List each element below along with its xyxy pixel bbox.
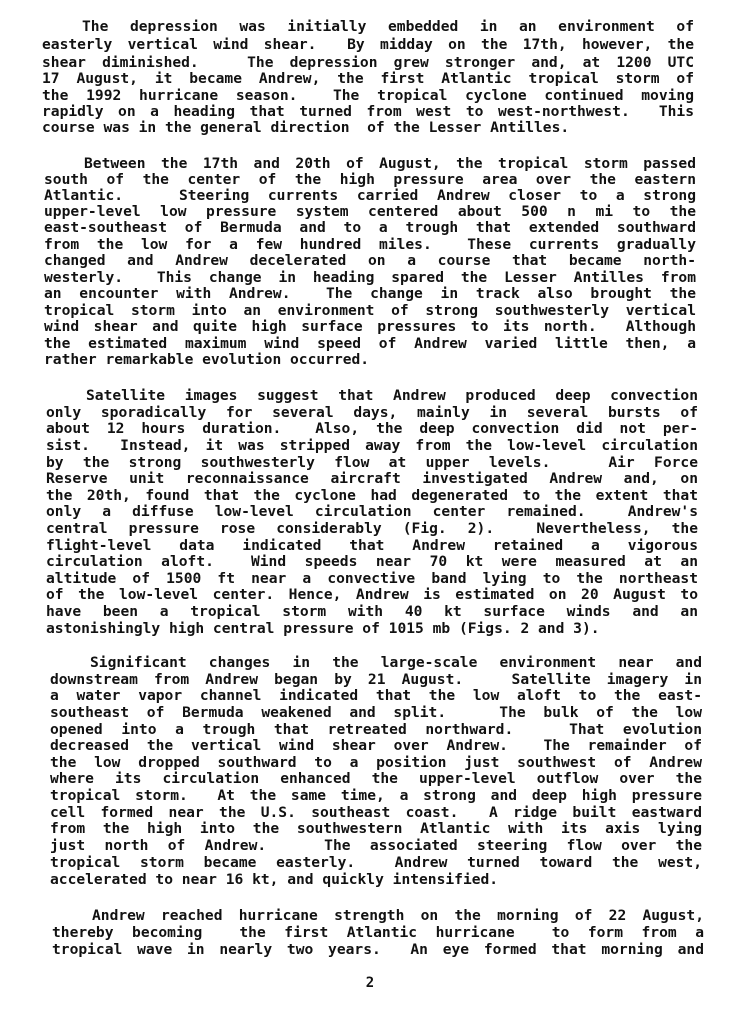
text-line: opened into a trough that retreated northward. That evolution	[50, 721, 702, 738]
text-line: just north of Andrew. The associated steering flow over the	[50, 837, 702, 854]
text-line: a water vapor channel indicated that the low aloft to the east-	[50, 687, 702, 704]
text-line: about 12 hours duration. Also, the deep convection did not per-	[46, 420, 698, 437]
text-line: circulation aloft. Wind speeds near 70 kt were measured at an	[46, 553, 698, 570]
text-line: course was in the general direction of the Lesser Antilles.	[42, 119, 570, 136]
text-line: rather remarkable evolution occurred.	[44, 351, 370, 368]
text-line: rapidly on a heading that turned from west to west-northwest. This	[42, 103, 694, 120]
text-line: tropical wave in nearly two years. An eye formed that morning and	[52, 941, 704, 958]
text-line: central pressure rose considerably (Fig. 2). Nevertheless, the	[46, 520, 698, 537]
text-line: the estimated maximum wind speed of Andrew varied little then, a	[44, 335, 696, 352]
text-line: easterly vertical wind shear. By midday on the 17th, however, the	[42, 36, 694, 53]
text-line: shear diminished. The depression grew stronger and, at 1200 UTC	[42, 54, 694, 71]
text-line: Significant changes in the large-scale environment near and	[90, 654, 702, 671]
text-line: from the low for a few hundred miles. These currents gradually	[44, 236, 696, 253]
page-number: 2	[365, 975, 375, 991]
text-line: cell formed near the U.S. southeast coast. A ridge built eastward	[50, 804, 702, 821]
text-line: accelerated to near 16 kt, and quickly intensified.	[50, 871, 499, 888]
text-line: flight-level data indicated that Andrew retained a vigorous	[46, 537, 698, 554]
text-line: 17 August, it became Andrew, the first Atlantic tropical storm of	[42, 70, 694, 87]
text-line: east-southeast of Bermuda and to a trough that extended southward	[44, 219, 696, 236]
text-line: tropical storm became easterly. Andrew turned toward the west,	[50, 854, 702, 871]
text-line: tropical storm. At the same time, a strong and deep high pressure	[50, 787, 702, 804]
text-line: Andrew reached hurricane strength on the morning of 22 August,	[92, 907, 704, 924]
text-line: thereby becoming the first Atlantic hurricane to form from a	[52, 924, 704, 941]
text-line: Between the 17th and 20th of August, the tropical storm passed	[84, 155, 696, 172]
text-line: westerly. This change in heading spared the Lesser Antilles from	[44, 269, 696, 286]
text-line: upper-level low pressure system centered about 500 n mi to the	[44, 203, 696, 220]
text-line: wind shear and quite high surface pressures to its north. Although	[44, 318, 696, 335]
text-line: an encounter with Andrew. The change in track also brought the	[44, 285, 696, 302]
text-line: only sporadically for several days, mainly in several bursts of	[46, 404, 698, 421]
text-line: Reserve unit reconnaissance aircraft investigated Andrew and, on	[46, 470, 698, 487]
text-line: have been a tropical storm with 40 kt surface winds and an	[46, 603, 698, 620]
text-line: the low dropped southward to a position just southwest of Andrew	[50, 754, 702, 771]
text-line: decreased the vertical wind shear over Andrew. The remainder of	[50, 737, 702, 754]
text-line: Satellite images suggest that Andrew produced deep convection	[86, 387, 698, 404]
text-line: downstream from Andrew began by 21 August. Satellite imagery in	[50, 671, 702, 688]
text-line: changed and Andrew decelerated on a course that became north-	[44, 252, 696, 269]
text-line: sist. Instead, it was stripped away from the low-level circulation	[46, 437, 698, 454]
text-line: of the low-level center. Hence, Andrew is estimated on 20 August to	[46, 586, 698, 603]
text-line: astonishingly high central pressure of 1015 mb (Figs. 2 and 3).	[46, 620, 600, 637]
text-line: altitude of 1500 ft near a convective band lying to the northeast	[46, 570, 698, 587]
text-line: Atlantic. Steering currents carried Andrew closer to a strong	[44, 187, 696, 204]
text-line: by the strong southwesterly flow at upper levels. Air Force	[46, 454, 698, 471]
text-line: southeast of Bermuda weakened and split. The bulk of the low	[50, 704, 702, 721]
text-line: the 20th, found that the cyclone had degenerated to the extent that	[46, 487, 698, 504]
text-line: The depression was initially embedded in an environment of	[82, 18, 694, 35]
text-line: from the high into the southwestern Atlantic with its axis lying	[50, 820, 702, 837]
text-line: only a diffuse low-level circulation center remained. Andrew's	[46, 503, 698, 520]
text-line: tropical storm into an environment of strong southwesterly vertical	[44, 302, 696, 319]
text-line: the 1992 hurricane season. The tropical cyclone continued moving	[42, 87, 694, 104]
text-line: south of the center of the high pressure area over the eastern	[44, 171, 696, 188]
text-line: where its circulation enhanced the upper-level outflow over the	[50, 770, 702, 787]
